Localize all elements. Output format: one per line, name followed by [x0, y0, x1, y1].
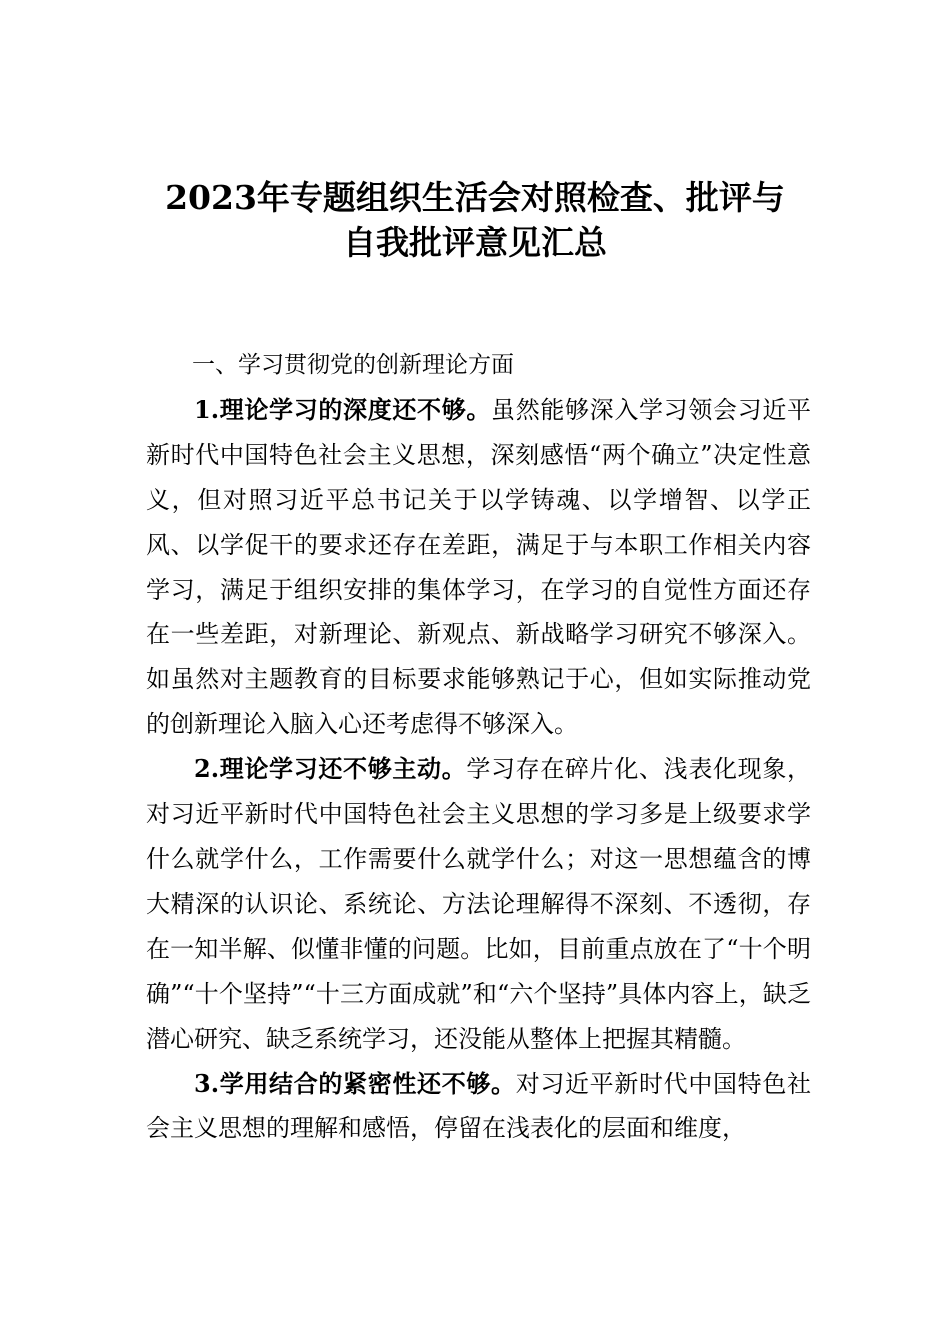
- paragraph-3: [146, 1062, 811, 1152]
- paragraph-1: [146, 388, 811, 747]
- document-title-line-1: 2023年专题组织生活会对照检查、批评与: [165, 178, 785, 217]
- paragraph-3-body: 对习近平新时代中国特色社会主义思想的理解和感悟，停留在浅表化的层面和维度，: [146, 1069, 811, 1143]
- paragraph-3-lead: 3.学用结合的紧密性还不够。: [194, 1068, 516, 1098]
- document-body: [146, 343, 811, 1151]
- paragraph-2-lead: 2.理论学习还不够主动。: [194, 754, 467, 784]
- document-title-line-2: 自我批评意见汇总: [343, 223, 607, 262]
- paragraph-1-body: 虽然能够深入学习领会习近平新时代中国特色社会主义思想，深刻感悟“两个确立”决定性意义，但对照习近平总书记关于以学铸魂、以学增智、以学正风、以学促干的要求还存在差距，满足于与本职工作相关内容学习，满足于组织安排的集体学习，在学习的自觉性方面还存在一些差距，对新理论、新观点、新战略学习研究不够深入。如虽然对主题教育的目标要求能够熟记于心，但如实际推动党的创新理论入脑入心还考虑得不够深入。: [146, 395, 811, 739]
- section-heading: 一、学习贯彻党的创新理论方面: [192, 352, 514, 378]
- paragraph-1-lead: 1.理论学习的深度还不够。: [194, 394, 492, 424]
- paragraph-2: [146, 747, 811, 1061]
- paragraph-2-body: 学习存在碎片化、浅表化现象，对习近平新时代中国特色社会主义思想的学习多是上级要求学什么就学什么，工作需要什么就学什么；对这一思想蕴含的博大精深的认识论、系统论、方法论理解得不深刻、不透彻，存在一知半解、似懂非懂的问题。比如，目前重点放在了“十个明确”“十个坚持”“十三方面成就”和“六个坚持”具体内容上，缺乏潜心研究、缺乏系统学习，还没能从整体上把握其精髓。: [146, 755, 811, 1053]
